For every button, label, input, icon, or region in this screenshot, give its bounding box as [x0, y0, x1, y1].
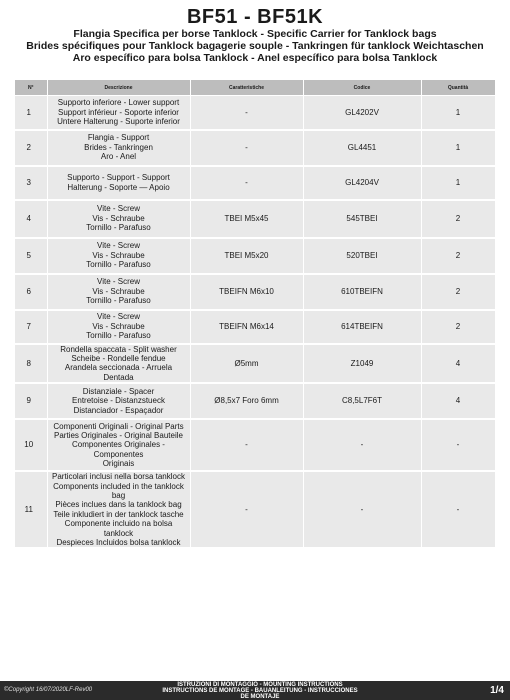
- row-code: GL4451: [303, 130, 421, 166]
- description-line: Flangia - Support: [87, 133, 150, 143]
- description-line: Despieces Incluidos bolsa tanklock: [56, 537, 181, 547]
- description-line: Vite - Screw: [97, 241, 140, 251]
- description-line: Supporto - Support - Support: [67, 173, 170, 183]
- row-number: 6: [15, 274, 47, 310]
- row-quantity: -: [421, 419, 495, 471]
- row-number: 10: [15, 419, 47, 471]
- description-line: Componenti Originali - Original Parts: [53, 421, 184, 431]
- description-line: Tornillo - Parafuso: [86, 260, 151, 270]
- row-characteristics: TBEI M5x20: [190, 238, 303, 274]
- column-header-code: Codice: [303, 80, 421, 96]
- column-header-description: Descrizione: [47, 80, 190, 96]
- description-line: Vis - Schraube: [92, 213, 145, 223]
- row-number: 4: [15, 200, 47, 238]
- row-description: [47, 419, 190, 471]
- description-line: Tornillo - Parafuso: [86, 296, 151, 306]
- row-quantity: -: [421, 471, 495, 548]
- page-number: 1/4: [490, 685, 504, 696]
- row-characteristics: TBEI M5x45: [190, 200, 303, 238]
- description-line: Scheibe - Rondelle fendue: [71, 353, 166, 363]
- description-line: Rondella spaccata - Split washer: [60, 344, 177, 354]
- row-characteristics: -: [190, 419, 303, 471]
- copyright-text: ©Copyright 16/07/2020LF-Rev00: [4, 687, 93, 693]
- table-row: [15, 274, 495, 310]
- row-characteristics: Ø5mm: [190, 344, 303, 384]
- row-description: [47, 238, 190, 274]
- description-line: Parties Originales - Original Bauteile: [54, 431, 183, 441]
- row-code: 545TBEI: [303, 200, 421, 238]
- row-number: 9: [15, 383, 47, 419]
- row-characteristics: -: [190, 471, 303, 548]
- description-line: Vis - Schraube: [92, 286, 145, 296]
- table-row: [15, 383, 495, 419]
- table-row: [15, 238, 495, 274]
- row-number: 2: [15, 130, 47, 166]
- description-line: Entretoise - Distanzstueck: [72, 396, 165, 406]
- row-number: 1: [15, 96, 47, 130]
- row-characteristics: TBEIFN M6x14: [190, 310, 303, 344]
- row-description: [47, 383, 190, 419]
- table-row: [15, 200, 495, 238]
- description-line: Distanziale - Spacer: [82, 387, 155, 397]
- subtitle-line-3: Aro específico para bolsa Tanklock - Anel específico para bolsa Tanklock: [72, 52, 438, 64]
- description-line: Vite - Screw: [97, 277, 140, 287]
- row-code: GL4204V: [303, 166, 421, 200]
- description-line: Pièces inclues dans la tanklock bag: [55, 500, 182, 510]
- row-number: 8: [15, 344, 47, 384]
- row-quantity: 4: [421, 344, 495, 384]
- footer-bar: [0, 681, 510, 700]
- description-line: Halterung - Soporte — Apoio: [67, 182, 170, 192]
- row-number: 5: [15, 238, 47, 274]
- row-quantity: 2: [421, 310, 495, 344]
- row-code: C8,5L7F6T: [303, 383, 421, 419]
- description-line: Arandela seccionada - Arruela Dentada: [64, 363, 173, 382]
- column-header-number: N°: [15, 80, 47, 96]
- description-line: Distanciador - Espaçador: [73, 405, 164, 415]
- description-line: Componentes Originales - Componentes: [72, 440, 165, 459]
- description-line: Support inférieur - Soporte inferior: [58, 107, 179, 117]
- row-number: 3: [15, 166, 47, 200]
- row-code: -: [303, 471, 421, 548]
- description-line: Componente incluido na bolsa tanklock: [64, 519, 173, 538]
- description-line: Supporto inferiore - Lower support: [57, 98, 180, 108]
- description-line: Vis - Schraube: [92, 250, 145, 260]
- description-line: Vis - Schraube: [92, 321, 145, 331]
- row-code: 520TBEI: [303, 238, 421, 274]
- table-header-row: [15, 80, 495, 96]
- row-quantity: 4: [421, 383, 495, 419]
- document-title: BF51 - BF51K: [186, 6, 324, 28]
- row-characteristics: Ø8,5x7 Foro 6mm: [190, 383, 303, 419]
- table-row: [15, 96, 495, 130]
- document-header: [0, 0, 510, 64]
- description-line: Components included in the tanklock bag: [53, 481, 184, 500]
- description-line: Vite - Screw: [97, 312, 140, 322]
- table-row: [15, 419, 495, 471]
- description-line: Brides - Tankringen: [84, 142, 153, 152]
- row-characteristics: -: [190, 96, 303, 130]
- row-code: 610TBEIFN: [303, 274, 421, 310]
- table-row: [15, 344, 495, 384]
- subtitle-line-2: Brides spécifiques pour Tanklock bagagerie souple - Tankringen für tanklock Weichtaschen: [26, 40, 484, 52]
- row-description: [47, 274, 190, 310]
- row-code: GL4202V: [303, 96, 421, 130]
- description-line: Tornillo - Parafuso: [86, 331, 151, 341]
- row-description: [47, 344, 190, 384]
- row-quantity: 2: [421, 200, 495, 238]
- footer-instructions: [160, 682, 360, 700]
- row-number: 7: [15, 310, 47, 344]
- row-description: [47, 130, 190, 166]
- description-line: Tornillo - Parafuso: [86, 223, 151, 233]
- column-header-quantity: Quantità: [421, 80, 495, 96]
- table-row: [15, 471, 495, 548]
- footer-line-1: ISTRUZIONI DI MONTAGGIO - MOUNTING INSTRUCTIONS: [177, 682, 343, 688]
- description-line: Particolari inclusi nella borsa tanklock: [52, 472, 185, 482]
- row-quantity: 1: [421, 130, 495, 166]
- row-characteristics: TBEIFN M6x10: [190, 274, 303, 310]
- row-characteristics: -: [190, 166, 303, 200]
- row-quantity: 1: [421, 166, 495, 200]
- description-line: Aro - Anel: [100, 152, 137, 162]
- row-code: -: [303, 419, 421, 471]
- table-body: [15, 96, 495, 549]
- footer-line-3: DE MONTAJE: [240, 694, 280, 700]
- description-line: Teile inkludiert in der tanklock tasche: [53, 509, 184, 519]
- row-description: [47, 166, 190, 200]
- row-characteristics: -: [190, 130, 303, 166]
- table-row: [15, 310, 495, 344]
- row-description: [47, 310, 190, 344]
- row-code: 614TBEIFN: [303, 310, 421, 344]
- description-line: Vite - Screw: [97, 204, 140, 214]
- table-row: [15, 166, 495, 200]
- row-code: Z1049: [303, 344, 421, 384]
- footer-line-2: INSTRUCTIONS DE MONTAGE - BAUANLEITUNG - INSTRUCCIONES: [162, 688, 358, 694]
- row-number: 11: [15, 471, 47, 548]
- description-line: Originais: [102, 459, 135, 469]
- row-description: [47, 471, 190, 548]
- subtitle-line-1: Flangia Specifica per borse Tanklock - Specific Carrier for Tanklock bags: [73, 28, 437, 40]
- row-description: [47, 200, 190, 238]
- table-row: [15, 130, 495, 166]
- column-header-characteristics: Caratteristiche: [190, 80, 303, 96]
- parts-table: [15, 80, 496, 549]
- row-quantity: 1: [421, 96, 495, 130]
- row-description: [47, 96, 190, 130]
- description-line: Untere Halterung - Suporte inferior: [57, 116, 180, 126]
- row-quantity: 2: [421, 274, 495, 310]
- row-quantity: 2: [421, 238, 495, 274]
